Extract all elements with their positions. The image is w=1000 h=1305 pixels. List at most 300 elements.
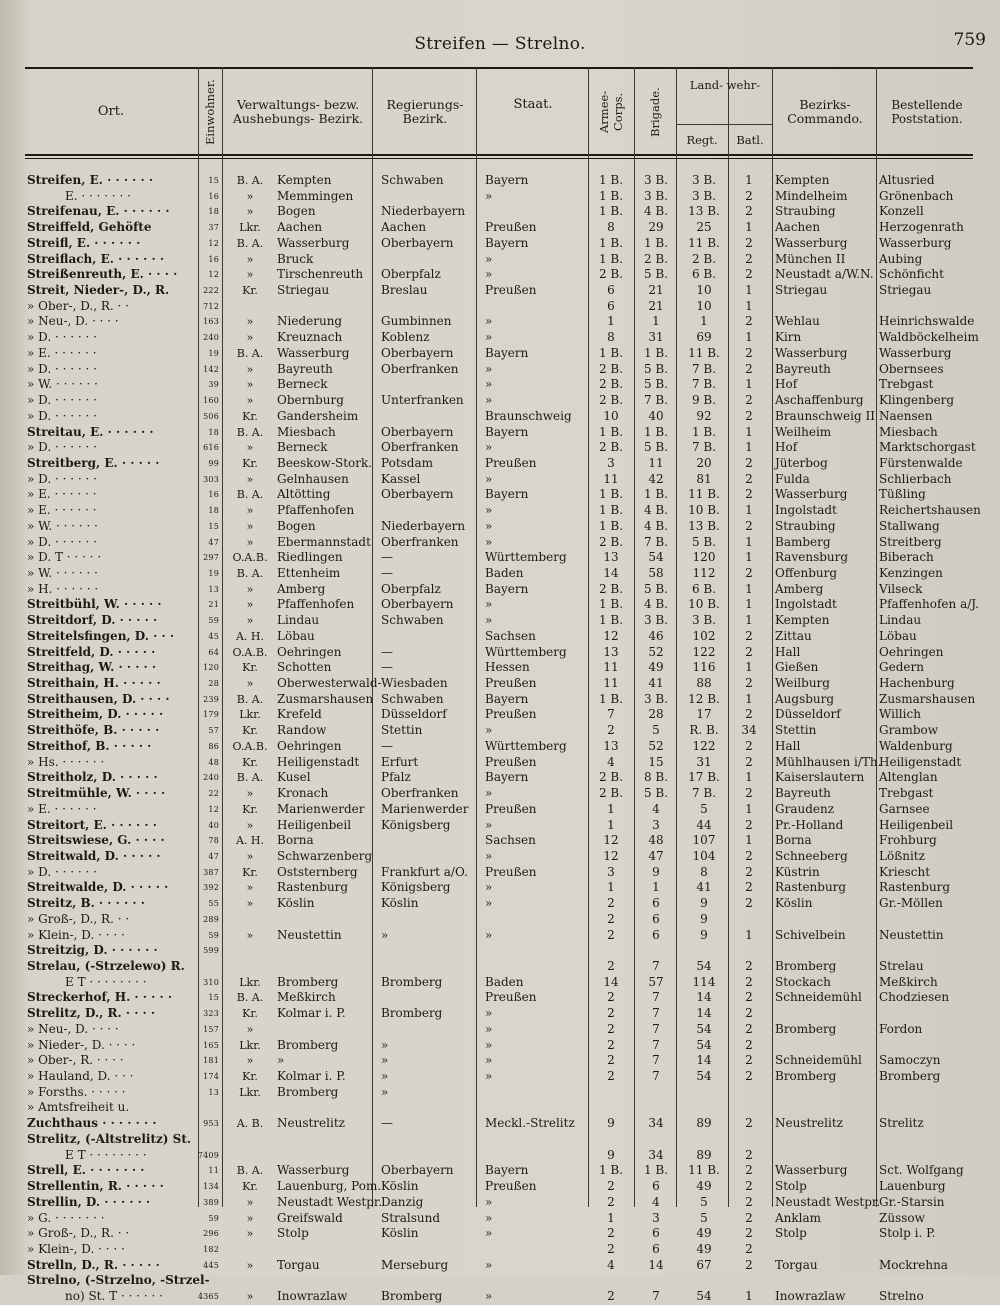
- table-row: [25, 1162, 975, 1179]
- cell-poststation: Trebgast: [879, 377, 934, 392]
- cell-armeekorps: 12: [603, 848, 619, 863]
- cell-brigade: 7: [652, 1021, 660, 1036]
- table-row: [25, 738, 975, 755]
- cell-landwehr-batl: 2: [745, 1069, 753, 1084]
- cell-ort: Streithain, H. · · · · ·: [27, 676, 161, 691]
- table-row: [25, 172, 975, 189]
- cell-ort: Streckerhof, H. · · · · ·: [27, 990, 173, 1005]
- cell-landwehr-regt: 9: [700, 911, 708, 926]
- cell-landwehr-batl: 2: [745, 1037, 753, 1052]
- cell-staat: »: [485, 330, 493, 345]
- cell-brigade: 31: [648, 330, 664, 345]
- cell-regierungsbezirk: Marienwerder: [381, 801, 469, 816]
- cell-armeekorps: 2: [607, 1006, 615, 1021]
- table-row: [25, 817, 975, 834]
- cell-verwaltungsbezirk: Bruck: [277, 251, 314, 266]
- cell-regierungsbezirk: »: [381, 1069, 389, 1084]
- cell-bezirkskommando: Neustadt Westpr.: [775, 1194, 881, 1209]
- cell-ort: Strelln, D., R. · · · · ·: [27, 1257, 160, 1272]
- cell-armeekorps: 2 B.: [598, 440, 624, 455]
- cell-bezirk-typ: [225, 911, 275, 928]
- cell-landwehr-regt: 12 B.: [688, 691, 720, 706]
- cell-landwehr-batl: 2: [745, 455, 753, 470]
- cell-staat: »: [485, 927, 493, 942]
- cell-landwehr-regt: 122: [692, 738, 716, 753]
- cell-poststation: Naensen: [879, 408, 933, 423]
- cell-einwohner: 12: [208, 270, 219, 280]
- cell-ort: » Forsths. · · · · ·: [27, 1084, 126, 1099]
- cell-verwaltungsbezirk: Ettenheim: [277, 566, 341, 580]
- cell-landwehr-regt: 112: [692, 566, 716, 580]
- table-row: [25, 219, 975, 236]
- cell-bezirk-typ: A. H.: [235, 834, 265, 848]
- cell-regierungsbezirk: Bromberg: [381, 974, 443, 989]
- cell-landwehr-batl: 2: [745, 1226, 753, 1241]
- cell-poststation: Frohburg: [879, 833, 937, 848]
- table-row: [25, 1272, 975, 1289]
- cell-poststation: [879, 298, 975, 315]
- cell-brigade: 3: [652, 1210, 660, 1225]
- cell-einwohner: 21: [208, 600, 219, 610]
- cell-landwehr-batl: 2: [745, 1210, 753, 1225]
- cell-regierungsbezirk: [381, 298, 485, 315]
- cell-brigade: 2 B.: [643, 251, 669, 266]
- cell-poststation: Herzogenrath: [879, 220, 964, 235]
- cell-landwehr-batl: 2: [745, 1194, 753, 1209]
- cell-verwaltungsbezirk: Kempten: [277, 173, 332, 187]
- cell-staat: »: [485, 1210, 493, 1225]
- cell-staat: Preußen: [485, 283, 537, 298]
- cell-landwehr-regt: 104: [692, 848, 716, 863]
- cell-poststation: Zusmarshausen: [879, 691, 976, 706]
- cell-armeekorps: 2: [607, 1021, 615, 1036]
- cell-ort: » H. · · · · · ·: [27, 581, 99, 596]
- cell-verwaltungsbezirk: Oststernberg: [277, 864, 358, 879]
- cell-einwohner: 39: [208, 380, 219, 390]
- cell-staat: Bayern: [485, 487, 529, 502]
- cell-brigade: 5: [652, 723, 660, 738]
- cell-brigade: 40: [648, 408, 664, 423]
- cell-armeekorps: 1 B.: [598, 1163, 624, 1178]
- cell-landwehr-batl: 1: [745, 298, 753, 313]
- table-row: [25, 203, 975, 220]
- cell-brigade: 6: [652, 1179, 660, 1194]
- table-row: [25, 266, 975, 283]
- cell-brigade: 52: [648, 738, 664, 753]
- cell-bezirk-typ: B. A.: [236, 991, 264, 1005]
- cell-poststation: Mockrehna: [879, 1257, 948, 1272]
- cell-bezirkskommando: Stettin: [775, 723, 817, 738]
- cell-armeekorps: 1 B.: [598, 235, 624, 250]
- cell-ort: Strelau, (-Strzelewo) R.: [27, 959, 185, 973]
- cell-verwaltungsbezirk: Lindau: [277, 613, 320, 628]
- cell-staat: Preußen: [485, 707, 537, 722]
- cell-landwehr-batl: 2: [745, 1163, 753, 1178]
- cell-poststation: Löbau: [879, 628, 917, 643]
- cell-armeekorps: 13: [603, 738, 619, 753]
- cell-bezirk-typ: [225, 958, 275, 975]
- cell-brigade: 41: [648, 676, 664, 691]
- cell-regierungsbezirk: Gumbinnen: [381, 314, 452, 329]
- cell-verwaltungsbezirk: Bayreuth: [277, 361, 333, 376]
- cell-ort: Strellentin, R. · · · · ·: [27, 1179, 164, 1194]
- table-row: [25, 392, 975, 409]
- cell-ort: Streithof, B. · · · · ·: [27, 738, 152, 753]
- cell-regierungsbezirk: Niederbayern: [381, 518, 466, 533]
- cell-landwehr-batl: 2: [745, 848, 753, 863]
- cell-bezirk-typ: »: [246, 331, 254, 345]
- cell-verwaltungsbezirk: [277, 942, 381, 959]
- cell-landwehr-batl: 1: [745, 534, 753, 549]
- cell-ort: Streitholz, D. · · · · ·: [27, 770, 158, 785]
- cell-landwehr-regt: 122: [692, 644, 716, 659]
- cell-ort: » W. · · · · · ·: [27, 518, 98, 533]
- cell-einwohner: 99: [208, 458, 219, 468]
- cell-brigade: 1 B.: [643, 345, 669, 360]
- cell-staat: »: [485, 471, 493, 486]
- cell-einwohner: 323: [203, 1009, 219, 1019]
- cell-verwaltungsbezirk: Wasserburg: [277, 235, 350, 250]
- cell-ort: Strelitz, (-Altstrelitz) St.: [27, 1131, 192, 1146]
- cell-landwehr-regt: 13 B.: [688, 204, 720, 219]
- cell-bezirkskommando: Straubing: [775, 518, 836, 533]
- cell-bezirk-typ: »: [246, 472, 254, 486]
- table-row: [25, 911, 975, 928]
- cell-einwohner: 18: [208, 207, 219, 217]
- cell-landwehr-batl: [731, 1099, 767, 1116]
- cell-bezirk-typ: »: [246, 928, 254, 942]
- cell-brigade: 5 B.: [643, 786, 669, 801]
- cell-staat: Preußen: [485, 455, 537, 470]
- cell-armeekorps: 1 B.: [598, 251, 624, 266]
- cell-landwehr-batl: 1: [745, 173, 753, 187]
- cell-ort: » D. · · · · · ·: [27, 408, 97, 423]
- cell-staat: [485, 1272, 597, 1289]
- cell-armeekorps: 2 B.: [598, 267, 624, 282]
- cell-bezirk-typ: B. A.: [236, 771, 264, 785]
- cell-einwohner: 953: [203, 1119, 219, 1129]
- cell-staat: »: [485, 613, 493, 628]
- cell-landwehr-regt: 14: [696, 1053, 712, 1068]
- cell-regierungsbezirk: [381, 1241, 485, 1258]
- cell-landwehr-batl: 1: [745, 833, 753, 848]
- cell-ort: Strell, E. · · · · · · ·: [27, 1163, 145, 1178]
- cell-landwehr-batl: 2: [745, 1241, 753, 1256]
- cell-brigade: 1 B.: [643, 1163, 669, 1178]
- cell-landwehr-regt: [679, 1099, 729, 1116]
- cell-landwehr-regt: 3 B.: [691, 613, 717, 628]
- cell-landwehr-regt: 11 B.: [688, 235, 720, 250]
- cell-bezirk-typ: Kr.: [242, 409, 258, 423]
- cell-regierungsbezirk: »: [381, 927, 389, 942]
- cell-staat: »: [485, 880, 493, 895]
- table-row: [25, 1210, 975, 1227]
- cell-landwehr-batl: 2: [745, 1179, 753, 1194]
- cell-brigade: 5 B.: [643, 440, 669, 455]
- cell-staat: »: [485, 1257, 493, 1272]
- cell-verwaltungsbezirk: Obernburg: [277, 393, 344, 408]
- cell-landwehr-regt: 20: [696, 455, 712, 470]
- cell-armeekorps: 11: [603, 676, 619, 691]
- cell-einwohner: 78: [208, 836, 219, 846]
- cell-bezirkskommando: [775, 1272, 879, 1289]
- cell-bezirkskommando: [775, 1131, 879, 1148]
- cell-staat: »: [485, 377, 493, 392]
- cell-bezirkskommando: Gießen: [775, 660, 819, 675]
- cell-ort: Streithöfe, B. · · · · ·: [27, 723, 160, 738]
- cell-brigade: 3 B.: [643, 188, 669, 203]
- cell-verwaltungsbezirk: Rastenburg: [277, 880, 349, 895]
- cell-bezirkskommando: Wehlau: [775, 314, 820, 329]
- table-row: [25, 471, 975, 488]
- cell-einwohner: 47: [208, 851, 219, 861]
- table-row: [25, 1115, 975, 1132]
- table-row: [25, 769, 975, 786]
- cell-regierungsbezirk: [381, 1099, 485, 1116]
- cell-poststation: Pfaffenhofen a/J.: [879, 597, 979, 612]
- table-row: [25, 1021, 975, 1038]
- cell-bezirkskommando: Stolp: [775, 1179, 807, 1194]
- cell-poststation: Meßkirch: [879, 974, 938, 989]
- cell-bezirkskommando: Weilburg: [775, 676, 830, 691]
- cell-bezirk-typ: [225, 1272, 275, 1289]
- cell-armeekorps: 1: [607, 314, 615, 329]
- cell-einwohner: 4365: [197, 1292, 219, 1302]
- cell-regierungsbezirk: Potsdam: [381, 455, 434, 470]
- cell-ort: » Ober-, R. · · · ·: [27, 1053, 124, 1068]
- cell-landwehr-batl: 2: [745, 204, 753, 219]
- cell-regierungsbezirk: Pfalz: [381, 770, 411, 785]
- cell-bezirkskommando: Striegau: [775, 283, 828, 298]
- cell-einwohner: 165: [203, 1040, 219, 1050]
- cell-poststation: Fordon: [879, 1021, 923, 1036]
- cell-ort: Strelitz, D., R. · · · ·: [27, 1006, 156, 1021]
- cell-bezirk-typ: Kr.: [242, 802, 258, 816]
- cell-ort: » Klein-, D. · · · ·: [27, 1241, 125, 1256]
- cell-verwaltungsbezirk: Aachen: [277, 220, 323, 235]
- cell-poststation: Waldenburg: [879, 738, 953, 753]
- cell-ort: Streitdorf, D. · · · · ·: [27, 613, 158, 628]
- cell-staat: Baden: [485, 974, 524, 989]
- cell-bezirkskommando: Wasserburg: [775, 235, 848, 250]
- top-rule: [25, 67, 973, 69]
- cell-bezirk-typ: O.A.B.: [232, 645, 268, 659]
- cell-brigade: 7: [652, 959, 660, 973]
- cell-poststation: [879, 1005, 975, 1022]
- cell-landwehr-batl: 2: [745, 345, 753, 360]
- cell-einwohner: 15: [208, 993, 219, 1003]
- cell-regierungsbezirk: Oberpfalz: [381, 581, 441, 596]
- cell-regierungsbezirk: Oberfranken: [381, 440, 459, 455]
- cell-landwehr-batl: 2: [745, 990, 753, 1005]
- cell-landwehr-batl: 2: [745, 707, 753, 722]
- cell-bezirk-typ: »: [246, 677, 254, 691]
- cell-einwohner: 389: [203, 1197, 219, 1207]
- page-number: 759: [953, 30, 986, 50]
- cell-landwehr-regt: 7 B.: [691, 786, 717, 801]
- cell-ort: » D. · · · · · ·: [27, 534, 97, 549]
- cell-verwaltungsbezirk: Heiligenbeil: [277, 817, 352, 832]
- cell-bezirkskommando: Wasserburg: [775, 345, 848, 360]
- table-row: [25, 502, 981, 519]
- cell-poststation: [879, 1241, 975, 1258]
- cell-regierungsbezirk: Schwaben: [381, 613, 444, 628]
- cell-regierungsbezirk: [381, 502, 485, 519]
- cell-armeekorps: 8: [607, 330, 615, 345]
- cell-landwehr-regt: 1: [700, 314, 708, 329]
- cell-regierungsbezirk: [381, 942, 485, 959]
- cell-bezirkskommando: Offenburg: [775, 566, 838, 580]
- cell-landwehr-batl: 1: [745, 581, 753, 596]
- cell-bezirk-typ: »: [246, 268, 254, 282]
- cell-staat: Bayern: [485, 345, 529, 360]
- cell-regierungsbezirk: Oberpfalz: [381, 267, 441, 282]
- cell-bezirk-typ: »: [246, 598, 254, 612]
- cell-landwehr-regt: 7 B.: [691, 377, 717, 392]
- cell-poststation: Stolp i. P.: [879, 1226, 936, 1241]
- cell-ort: Zuchthaus · · · · · · ·: [27, 1116, 157, 1131]
- cell-staat: »: [485, 503, 493, 518]
- cell-einwohner: 174: [203, 1072, 219, 1082]
- cell-bezirkskommando: [775, 1037, 879, 1054]
- cell-armeekorps: 2: [607, 990, 615, 1005]
- cell-bezirk-typ: Kr.: [242, 1180, 258, 1194]
- table-row: [25, 864, 975, 881]
- cell-regierungsbezirk: Niederbayern: [381, 204, 466, 219]
- cell-bezirk-typ: [225, 1147, 275, 1164]
- cell-armeekorps: 2 B.: [598, 770, 624, 785]
- cell-einwohner: 57: [208, 726, 219, 736]
- cell-bezirkskommando: Hof: [775, 377, 798, 392]
- cell-regierungsbezirk: Köslin: [381, 1179, 419, 1194]
- cell-einwohner: 157: [203, 1024, 219, 1034]
- cell-armeekorps: 11: [603, 660, 619, 675]
- cell-poststation: [879, 1147, 975, 1164]
- table-row: [25, 486, 975, 503]
- table-row: [25, 754, 975, 771]
- cell-einwohner: 163: [203, 317, 219, 327]
- cell-armeekorps: 10: [603, 408, 619, 423]
- cell-ort: » E. · · · · · ·: [27, 487, 97, 502]
- cell-brigade: 42: [648, 471, 664, 486]
- table-row: [25, 361, 975, 378]
- header-bezirkskommando: Bezirks- Commando.: [787, 97, 863, 126]
- cell-bezirkskommando: Neustrelitz: [775, 1116, 843, 1131]
- cell-landwehr-regt: 9: [700, 896, 708, 911]
- cell-staat: »: [485, 723, 493, 738]
- cell-staat: »: [485, 1021, 493, 1036]
- table-row: [25, 408, 975, 425]
- cell-staat: [485, 958, 597, 975]
- cell-verwaltungsbezirk: Krefeld: [277, 707, 322, 722]
- cell-poststation: Altenglan: [879, 770, 938, 785]
- cell-armeekorps: 2 B.: [598, 393, 624, 408]
- cell-armeekorps: 4: [607, 1257, 615, 1272]
- cell-einwohner: 15: [208, 521, 219, 531]
- cell-bezirkskommando: Graudenz: [775, 801, 835, 816]
- cell-staat: Preußen: [485, 801, 537, 816]
- cell-einwohner: 15: [208, 176, 219, 185]
- cell-verwaltungsbezirk: Amberg: [277, 581, 326, 596]
- cell-bezirkskommando: Bayreuth: [775, 361, 831, 376]
- cell-regierungsbezirk: Aachen: [381, 220, 427, 235]
- header-armeekorps: Armee-Corps.: [597, 90, 625, 134]
- cell-landwehr-regt: 89: [696, 1116, 712, 1131]
- cell-verwaltungsbezirk: Kolmar i. P.: [277, 1006, 346, 1021]
- cell-einwohner: 392: [203, 883, 219, 893]
- cell-armeekorps: 2 B.: [598, 786, 624, 801]
- cell-bezirkskommando: Ravensburg: [775, 550, 849, 565]
- cell-staat: »: [485, 440, 493, 455]
- cell-einwohner: 47: [208, 537, 219, 547]
- cell-einwohner: [183, 1272, 219, 1289]
- cell-einwohner: [183, 958, 219, 975]
- cell-ort: Streitort, E. · · · · · ·: [27, 817, 157, 832]
- cell-regierungsbezirk: Oberfranken: [381, 786, 459, 801]
- cell-landwehr-batl: 1: [745, 597, 753, 612]
- cell-verwaltungsbezirk: Schwarzenberg: [277, 848, 373, 863]
- cell-brigade: 4: [652, 1194, 660, 1209]
- cell-bezirk-typ: Lkr.: [239, 221, 261, 235]
- cell-verwaltungsbezirk: Schotten: [277, 660, 332, 675]
- cell-bezirk-typ: Lkr.: [239, 1085, 261, 1099]
- cell-einwohner: 13: [208, 1087, 219, 1097]
- cell-staat: Sachsen: [485, 833, 536, 848]
- cell-ort: » G. · · · · · · ·: [27, 1210, 105, 1225]
- cell-brigade: [635, 1272, 677, 1289]
- cell-armeekorps: 3: [607, 864, 615, 879]
- cell-staat: »: [485, 1226, 493, 1241]
- cell-armeekorps: 1 B.: [598, 188, 624, 203]
- cell-landwehr-regt: 54: [696, 1289, 712, 1304]
- cell-bezirk-typ: [225, 298, 275, 315]
- cell-staat: Braunschweig: [485, 408, 572, 423]
- cell-ort: Streitbühl, W. · · · · ·: [27, 597, 162, 612]
- cell-einwohner: 12: [208, 238, 219, 248]
- cell-regierungsbezirk: [381, 628, 485, 645]
- cell-landwehr-regt: 89: [696, 1147, 712, 1162]
- cell-landwehr-regt: 10 B.: [688, 597, 720, 612]
- cell-bezirkskommando: Amberg: [775, 581, 824, 596]
- cell-einwohner: 120: [203, 663, 219, 673]
- cell-einwohner: 64: [208, 647, 219, 657]
- cell-bezirkskommando: [775, 1099, 879, 1116]
- cell-brigade: 46: [648, 628, 664, 643]
- cell-bezirk-typ: »: [246, 205, 254, 219]
- cell-einwohner: 182: [203, 1244, 219, 1254]
- cell-landwehr-regt: 7 B.: [691, 440, 717, 455]
- cell-armeekorps: 1: [607, 801, 615, 816]
- cell-brigade: 1: [652, 880, 660, 895]
- cell-regierungsbezirk: Oberbayern: [381, 597, 454, 612]
- cell-bezirkskommando: Jüterbog: [775, 455, 828, 470]
- cell-regierungsbezirk: Oberfranken: [381, 361, 459, 376]
- header-rule-thin: [25, 158, 973, 159]
- cell-bezirk-typ: »: [246, 394, 254, 408]
- cell-verwaltungsbezirk: Heiligenstadt: [277, 754, 360, 769]
- cell-landwehr-regt: 11 B.: [688, 345, 720, 360]
- cell-verwaltungsbezirk: Lauenburg, Pom.: [277, 1179, 382, 1194]
- cell-poststation: Schönficht: [879, 267, 944, 282]
- cell-bezirk-typ: Kr.: [242, 284, 258, 298]
- cell-landwehr-batl: 2: [745, 267, 753, 282]
- cell-landwehr-batl: 2: [745, 1147, 753, 1162]
- cell-verwaltungsbezirk: Altötting: [277, 487, 331, 502]
- table-row: [25, 298, 975, 315]
- cell-armeekorps: [591, 1084, 631, 1101]
- cell-landwehr-regt: 49: [696, 1179, 712, 1194]
- cell-ort: » D. · · · · · ·: [27, 361, 97, 376]
